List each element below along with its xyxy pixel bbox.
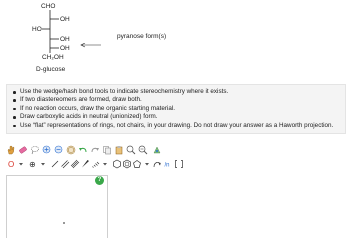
chevron-down-icon[interactable] [38, 159, 48, 169]
triple-bond-icon[interactable] [70, 159, 80, 169]
drawing-canvas[interactable] [6, 175, 108, 238]
instruction-item: If two diastereomers are formed, draw both. [11, 96, 341, 104]
chevron-down-icon[interactable] [100, 159, 110, 169]
fischer-top-group: CHO [41, 3, 56, 10]
fischer-c2-right: OH [60, 16, 70, 23]
help-button[interactable]: ? [95, 176, 104, 185]
hexagon-ring-icon[interactable] [112, 159, 122, 169]
brackets-icon[interactable] [174, 159, 184, 169]
instructions-list [11, 88, 341, 130]
fischer-c3-left: HO [32, 26, 42, 33]
zoom-search-icon[interactable] [126, 145, 136, 155]
fischer-bottom-group: CH₂OH [42, 54, 64, 61]
wedge-bond-icon[interactable] [80, 159, 90, 169]
instructions-box [6, 84, 346, 134]
canvas-center-dot [63, 222, 65, 224]
copy-icon[interactable] [102, 145, 112, 155]
pentagon-ring-icon[interactable] [132, 159, 142, 169]
drawing-toolbar [6, 145, 346, 171]
text-tool-label: /n [164, 162, 170, 169]
options-icon[interactable] [152, 145, 162, 155]
element-label: O [8, 160, 15, 169]
clean-structure-icon[interactable] [138, 145, 148, 155]
template-icon[interactable] [66, 145, 76, 155]
instruction-item: Use the wedge/hash bond tools to indicate stereochemistry where it exists. [11, 88, 341, 96]
double-bond-icon[interactable] [60, 159, 70, 169]
zoom-out-icon[interactable] [54, 145, 64, 155]
hash-bond-icon[interactable] [90, 159, 100, 169]
instruction-item: Draw carboxylic acids in neutral (unionized) form. [11, 113, 341, 121]
fischer-c5-right: OH [60, 45, 70, 52]
element-picker[interactable] [6, 159, 16, 169]
charge-tool[interactable] [28, 159, 38, 169]
instruction-item: Use “flat” representations of rings, not chairs, in your drawing. Do not draw your answer as a Haworth projection. [11, 122, 341, 130]
text-tool-icon[interactable] [164, 159, 174, 169]
chevron-down-icon[interactable] [16, 159, 26, 169]
compound-name: D-glucose [36, 66, 66, 73]
charge-label: ⊕ [29, 160, 36, 169]
eraser-icon[interactable] [18, 145, 28, 155]
benzene-ring-icon[interactable] [122, 159, 132, 169]
product-label: pyranose form(s) [117, 33, 167, 40]
chevron-down-icon[interactable] [142, 159, 152, 169]
zoom-in-icon[interactable] [42, 145, 52, 155]
instruction-item: If no reaction occurs, draw the organic starting material. [11, 105, 341, 113]
single-bond-icon[interactable] [50, 159, 60, 169]
curved-arrow-icon[interactable] [152, 159, 162, 169]
lasso-icon[interactable] [30, 145, 40, 155]
hand-icon[interactable] [6, 145, 16, 155]
paste-icon[interactable] [114, 145, 124, 155]
redo-icon[interactable] [90, 145, 100, 155]
undo-icon[interactable] [78, 145, 88, 155]
fischer-c4-right: OH [60, 36, 70, 43]
reaction-arrow-icon [80, 36, 102, 42]
